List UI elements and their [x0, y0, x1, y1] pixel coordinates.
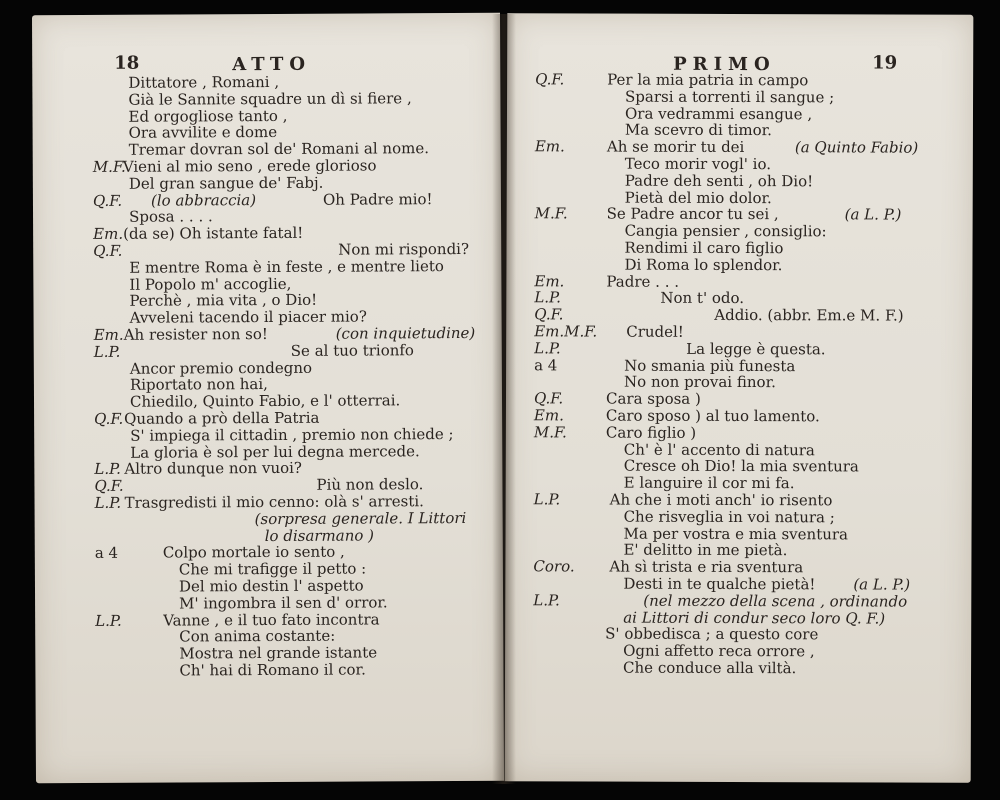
verse-text: Ed orgogliose tanto , [128, 106, 288, 126]
speaker-label: L.P. [93, 342, 121, 361]
text-line [534, 374, 924, 392]
verse-text: Già le Sannite squadre un dì si fiere , [128, 89, 412, 109]
text-line [93, 190, 493, 209]
stage-direction: (a L. P.) [853, 575, 911, 594]
text-line [535, 155, 925, 173]
speaker-label: Q.F. [535, 70, 565, 89]
text-line [534, 290, 924, 308]
verse-text: Vanne , e il tuo fato incontra [163, 609, 380, 630]
speaker-label: Q.F. [94, 476, 124, 496]
text-line [533, 642, 923, 660]
left-page [32, 13, 504, 783]
verse-text: Rendimi il caro figlio [624, 238, 784, 258]
verse-text: Che risveglia in voi natura ; [623, 507, 835, 527]
text-line [95, 594, 495, 613]
verse-text: Che conduce alla viltà. [623, 658, 797, 678]
verse-text: Caro figlio ) [605, 423, 697, 442]
speaker-label: Q.F. [94, 409, 124, 428]
verse-text: (da se) Oh istante fatal! [123, 223, 304, 243]
verse-text: Cresce oh Dio! la mia sventura [623, 456, 859, 476]
speaker-label: Q.F. [534, 305, 564, 324]
speaker-label: L.P. [94, 493, 122, 512]
verse-text: (lo abbraccia) [150, 190, 257, 210]
text-line [533, 626, 923, 644]
stage-direction: (a Quinto Fabio) [794, 138, 919, 157]
verse-text: Caro sposo ) al tuo lamento. [605, 406, 820, 426]
verse-text: Mostra nel grande istante [179, 643, 378, 663]
verse-text: Perchè , mia vita , o Dio! [129, 291, 318, 311]
verse-text: Ora avvilite e dome [128, 123, 278, 143]
verse-text: Non mi rispondi? [338, 239, 470, 259]
verse-text: Non t' odo. [660, 289, 745, 308]
text-line [535, 71, 925, 89]
text-line [535, 88, 925, 106]
text-line [535, 222, 925, 240]
verse-text: Riportato non hai, [129, 375, 268, 395]
verse-text: Che mi trafigge il petto : [178, 559, 367, 579]
verse-text: Ma scevro di timor. [624, 120, 772, 140]
speaker-label: a 4 [534, 355, 558, 374]
verse-text: E languire il cor mi fa. [623, 473, 795, 493]
right-page [505, 13, 974, 783]
text-line [533, 609, 923, 627]
page-header-left: ATTO [232, 53, 312, 76]
text-line [93, 157, 493, 176]
verse-text: Sparsi a torrenti il sangue ; [625, 87, 835, 107]
speaker-label: M.F. [92, 157, 126, 176]
verse-text: Se al tuo trionfo [290, 340, 414, 360]
verse-text: E' delitto in me pietà. [623, 540, 788, 560]
speaker-label: Q.F. [92, 191, 123, 210]
verse-text: Sposa . . . . [129, 207, 213, 227]
stage-direction: (a L. P.) [844, 205, 902, 224]
text-line [533, 542, 923, 560]
text-line [534, 508, 924, 526]
verse-text: Quando a prò della Patria [124, 408, 320, 428]
verse-text: La legge è questa. [686, 339, 826, 359]
text-line [534, 256, 924, 274]
verse-text: lo disarmano ) [264, 525, 375, 545]
speaker-label: L.P. [533, 590, 560, 610]
speaker-label: Em. [93, 325, 124, 344]
text-line [95, 510, 495, 529]
verse-text: Del gran sangue de' Fabj. [128, 173, 324, 193]
verse-text: S' impiega il cittadin , premio non chiede ; [130, 424, 454, 445]
text-line [95, 661, 495, 680]
text-line [534, 458, 924, 476]
text-line [94, 459, 494, 478]
verse-text: (nel mezzo della scena , ordinando [643, 591, 908, 611]
verse-text: Trasgredisti il mio cenno: olà s' arresti. [124, 492, 424, 512]
text-line [535, 206, 925, 224]
text-line [535, 138, 925, 156]
verse-text: Padre . . . [606, 272, 680, 291]
speaker-label: a 4 [94, 544, 119, 563]
speaker-label: Em. [534, 271, 565, 290]
speaker-label: L.P. [534, 339, 561, 358]
text-line [534, 323, 924, 341]
verse-text: (sorpresa generale. I Littori [254, 508, 467, 528]
speaker-label: M.F. [534, 204, 568, 223]
verse-text: Ah sì trista e ria sventura [609, 557, 804, 577]
verse-text: Di Roma lo splendor. [624, 255, 783, 274]
verse-text: La gloria è sol per lui degna mercede. [130, 441, 420, 462]
verse-text: E mentre Roma è in feste , e mentre lieto [129, 256, 444, 277]
verse-text: Chiedilo, Quinto Fabio, e l' otterrai. [129, 391, 401, 411]
text-line [534, 273, 924, 291]
speaker-label: Q.F. [93, 241, 123, 260]
text-line [534, 474, 924, 492]
verse-text: Teco morir vogl' io. [624, 154, 772, 174]
text-line [535, 172, 925, 190]
text-line [94, 358, 494, 377]
speaker-label: L.P. [533, 490, 561, 509]
text-line [534, 441, 924, 459]
text-line [94, 342, 494, 361]
verse-text: Ora vedrammi esangue , [624, 104, 813, 123]
speaker-label: L.P. [95, 611, 122, 630]
speaker-label: Em. [533, 406, 564, 425]
text-line [534, 390, 924, 408]
right-text-block [533, 71, 925, 677]
text-line [533, 558, 923, 576]
verse-text: Desti in te qualche pietà! [623, 574, 816, 594]
verse-text: Il Popolo m' accoglie, [129, 274, 292, 294]
speaker-label: Q.F. [533, 389, 564, 408]
speaker-label: Coro. [533, 557, 575, 576]
text-line [533, 525, 923, 543]
verse-text: Crudel! [626, 322, 684, 341]
verse-text: Dittatore , Romani , [128, 72, 280, 92]
verse-text: Oh Padre mio! [322, 189, 433, 209]
speaker-label: L.P. [94, 460, 121, 479]
text-line [534, 357, 924, 375]
verse-text: Ogni affetto reca orrore , [623, 641, 815, 661]
verse-text: Con anima costante: [179, 626, 336, 646]
verse-text: M' ingombra il sen d' orror. [179, 593, 388, 613]
text-line [534, 340, 924, 358]
text-line [92, 106, 492, 125]
speaker-label: Em. [93, 224, 124, 244]
verse-text: Per la mia patria in campo [607, 70, 809, 90]
speaker-label: Em. [534, 137, 565, 156]
verse-text: Addio. (abbr. Em.e M. F.) [714, 306, 904, 325]
verse-text: Ch' hai di Romano il cor. [179, 660, 366, 680]
verse-text: S' obbedisca ; a questo core [605, 624, 819, 644]
verse-text: Se Padre ancor tu sei , [606, 204, 779, 224]
verse-text: Vieni al mio seno , erede glorioso [122, 156, 377, 176]
text-line [534, 424, 924, 442]
verse-text: Più non deslo. [316, 475, 424, 494]
verse-text: Ah che i moti anch' io risento [609, 490, 833, 510]
speaker-label: Em.M.F. [534, 322, 598, 341]
verse-text: Colpo mortale io sento , [162, 542, 345, 562]
page-number-left: 18 [114, 52, 140, 74]
text-line [93, 258, 493, 277]
text-line [94, 426, 494, 445]
text-line [535, 105, 925, 123]
text-line [93, 174, 493, 193]
verse-text: Ma per vostra e mia sventura [623, 524, 849, 543]
verse-text: No non provai finor. [624, 372, 776, 392]
speaker-label: L.P. [534, 288, 561, 307]
verse-text: Padre deh senti , oh Dio! [624, 171, 814, 191]
verse-text: Pietà del mio dolor. [624, 188, 772, 207]
text-line [534, 491, 924, 509]
page-number-right: 19 [872, 52, 898, 74]
text-line [535, 189, 925, 207]
verse-text: Del mio destin l' aspetto [178, 576, 364, 596]
verse-text: Tremar dovran sol de' Romani al nome. [128, 139, 430, 159]
text-line [535, 122, 925, 140]
text-line [533, 575, 923, 593]
text-line [533, 659, 923, 677]
speaker-label: M.F. [533, 423, 567, 442]
verse-text: Cangia pensier , consiglio: [624, 221, 827, 241]
verse-text: Avveleni tacendo il piacer mio? [129, 307, 367, 327]
verse-text: ai Littori di condur seco loro Q. F.) [623, 608, 886, 628]
text-line [92, 90, 492, 109]
verse-text: Cara sposa ) [605, 389, 701, 409]
text-line [534, 407, 924, 425]
text-line [533, 592, 923, 610]
verse-text: Ah resister non so! [123, 324, 268, 344]
verse-text: No smania più funesta [624, 356, 796, 375]
text-line [94, 325, 494, 344]
verse-text: Ancor premio condegno [129, 358, 313, 378]
stage-direction: (con inquietudine) [335, 323, 476, 343]
page-header-right: PRIMO [673, 53, 776, 76]
verse-text: Ah se morir tu dei [606, 137, 745, 157]
verse-text: Altro dunque non vuoi? [124, 459, 303, 479]
text-line [534, 239, 924, 257]
verse-text: Ch' è l' accento di natura [623, 440, 815, 459]
left-text-block [92, 73, 495, 680]
text-line [95, 577, 495, 596]
